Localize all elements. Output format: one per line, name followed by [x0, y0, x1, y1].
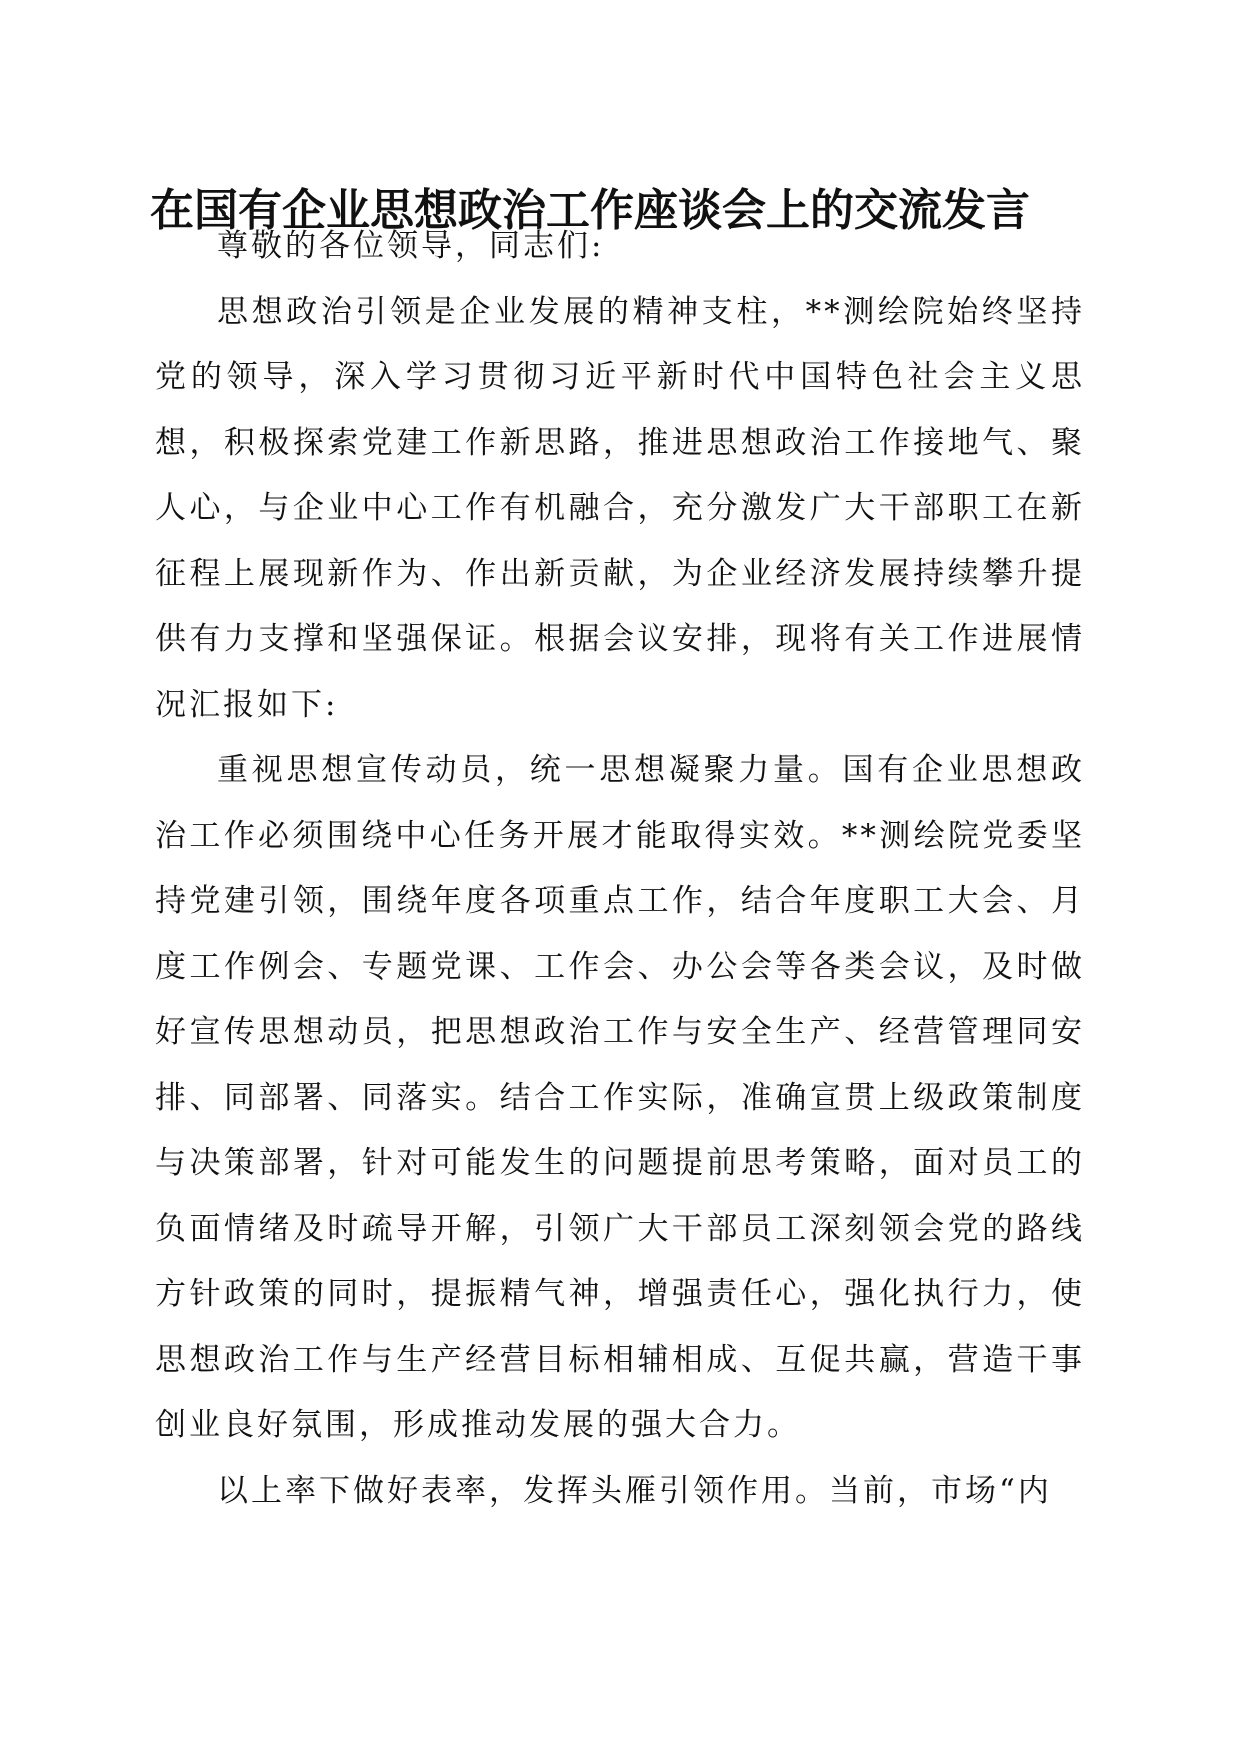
- document-body: [155, 214, 1085, 1524]
- greeting-paragraph: 尊敬的各位领导，同志们:: [217, 228, 605, 264]
- document-title: 在国有企业思想政治工作座谈会上的交流发言: [150, 185, 1030, 236]
- body-paragraph-1: 思想政治引领是企业发展的精神支柱，**测绘院始终坚持党的领导，深入学习贯彻习近平新时代中国特色社会主义思想，积极探索党建工作新思路，推进思想政治工作接地气、聚人心，与企业中心工作有机融合，充分激发广大干部职工在新征程上展现新作为、作出新贡献，为企业经济发展持续攀升提供有力支撑和坚强保证。根据会议安排，现将有关工作进展情况汇报如下:: [155, 293, 1085, 723]
- body-paragraph-3: 以上率下做好表率，发挥头雁引领作用。当前，市场“内: [217, 1472, 1052, 1509]
- body-paragraph-2: 重视思想宣传动员，统一思想凝聚力量。国有企业思想政治工作必须围绕中心任务开展才能取得实效。**测绘院党委坚持党建引领，围绕年度各项重点工作，结合年度职工大会、月度工作例会、专题党课、工作会、办公会等各类会议，及时做好宣传思想动员，把思想政治工作与安全生产、经营管理同安排、同部署、同落实。结合工作实际，准确宣贯上级政策制度与决策部署，针对可能发生的问题提前思考策略，面对员工的负面情绪及时疏导开解，引领广大干部员工深刻领会党的路线方针政策的同时，提振精气神，增强责任心，强化执行力，使思想政治工作与生产经营目标相辅相成、互促共赢，营造干事创业良好氛围，形成推动发展的强大合力。: [155, 752, 1085, 1443]
